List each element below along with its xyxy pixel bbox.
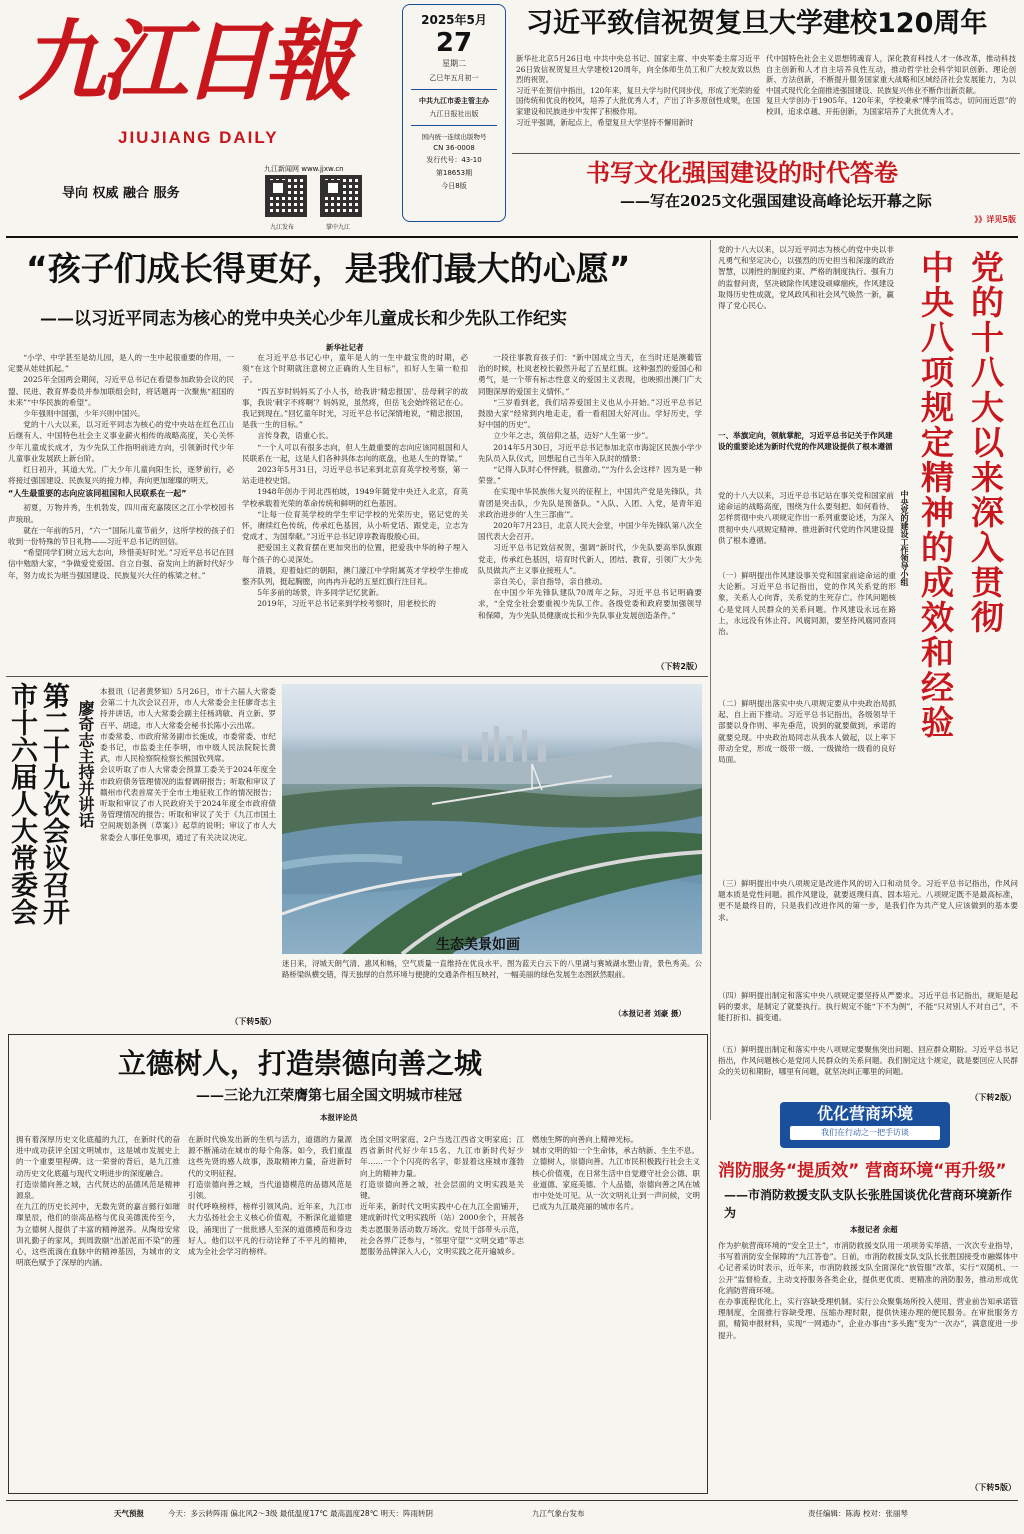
main-headline[interactable]: “孩子们成长得更好，是我们最大的心愿” xyxy=(26,249,631,288)
paragraph: 初夏，万物并秀，生机勃发，四川南充嘉陵区之江小学校园书声琅琅。 xyxy=(8,503,234,524)
paragraph: “希望同学们树立远大志向，珍惜美好时光。”习近平总书记在回信中勉励大家，“争做爱党爱国、自立自强、奋发向上的新时代好少年，努力成长为堪当强国建设、民族复兴大任的栋梁之材。” xyxy=(8,548,234,580)
paragraph: 2023年5月31日，习近平总书记来到北京育英学校考察，第一站走进校史馆。 xyxy=(242,465,468,486)
main-col1-subhead: “人生最重要的志向应该同祖国和人民联系在一起” xyxy=(8,489,187,499)
biz-banner-sub: 我们在行动之一把手访谈 xyxy=(790,1126,940,1140)
paragraph: 亲自关心，亲自指导，亲自推动。 xyxy=(493,577,608,587)
publisher: 九江日报社出版 xyxy=(429,110,479,118)
biz-banner-title: 优化营商环境 xyxy=(816,1104,913,1123)
feature-list-1: （一）鲜明提出作风建设事关党和国家前途命运的重大论断。习近平总书记指出，党的作风关系党的形象，关系人心向背，关系党的生死存亡。作风问题核心是党同人民群众的关系问题。作风建设永远在路上，永远没有休止符。风腐同源，要坚持风腐同查同治。 xyxy=(718,571,896,637)
paragraph: 2025年全国两会期间，习近平总书记在看望参加政协会议的民盟、民进、教育界委员并参加联组会时，将话题再一次聚焦“祖国的未来”“中华民族的希望”。 xyxy=(8,375,234,407)
paragraph: 红日初升，其道大光。广大少年儿童向阳生长，逐梦前行，必将接过强国建设、民族复兴的接力棒，奔向更加璀璨的明天。 xyxy=(8,465,234,486)
paragraph: 2020年7月23日，北京人民大会堂，中国少年先锋队第八次全国代表大会召开。 xyxy=(478,521,702,542)
date-day: 27 xyxy=(435,28,473,58)
photo-caption: 迷日来，浔城天朗气清、惠风和畅，空气质量一直维持在优良水平。图为蓝天白云下的八里湖与赛城湖水塑山青，景色秀美。公路桥梁纵横交错，得天独厚的自然环境与便捷的交通条件相互映衬，一幅美丽的绿色发展生态图跃然眼前。 xyxy=(282,959,702,979)
paragraph: 少年强则中国强，少年兴则中国兴。 xyxy=(23,409,145,419)
main-col1 xyxy=(8,352,234,672)
npc-title-1[interactable]: 市十六届人大常委会 xyxy=(6,682,37,925)
cn-label: 国内统一连续出版物号 xyxy=(421,133,487,141)
photo-title: 生态美景如画 xyxy=(436,937,520,953)
npc-body: 本报讯（记者黄梦知）5月26日，市十六届人大常委会第二十九次会议召开，市人大常委会主任廖奇志主持并讲话，市人大常委会副主任杨鸿敏、肖立新、罗百平、胡逵，市人大常委会秘书长陈小云出席。 市委常委、市政府常务副市长施成，市委常委、市纪委书记，市监委主任李明，市中级人民法院院长黄武，市人民检察院检察长熊国钦列席。 会议听取了市人大常委会预算工委关于2024年度全市政府债务管理情况的监督调研报告；听取和审议了赣州市代表首席关于全市土地征收工作的情况报告；听取和审议了市人民政府关于2024年度全市政府债务管理情况的报告；听取和审议了关于《九江市国土空间规划条例（草案）》起草的说明；审议了市人大常委会人事任免事项，通过了有关决议决定。 xyxy=(100,687,276,842)
editorial-col3: 选全国文明家庭、2户当选江西省文明家庭；江西省新时代好少年15名、九江市新时代好少年……一个个闪亮的名字，彰显着这座城市蓬勃向上的精神力量。 打造崇德向善之城，社会层面的文明实践是关键。 近年来，新时代文明实践中心在九江全面铺开，建成新时代文明实践所（站）2000余个，开展各类志愿服务活动数万场次。党员干部带头示范，社会各界广泛参与，“邻里守望”“文明交通”等志愿服务品牌深入人心，文明实践之花开遍城乡。 xyxy=(360,1135,524,1257)
paragraph: 在中国少年先锋队建队70周年之际，习近平总书记明确要求，“全党全社会要重视少先队工作。各级党委和政府要加强领导和保障，为少先队员健康成长和少先队事业发展创造条件。” xyxy=(478,588,702,620)
editorial-subtitle: ——三论九江荣膺第七届全国文明城市桂冠 xyxy=(196,1088,462,1104)
website-label[interactable]: 九江新闻网 www.jjxw.cn xyxy=(264,165,344,173)
banner-title[interactable]: 书写文化强国建设的时代答卷 xyxy=(586,159,898,187)
masthead-pinyin: JIUJIANG DAILY xyxy=(118,128,279,147)
qr-code-icon[interactable] xyxy=(265,175,307,217)
editorial-byline: 本报评论员 xyxy=(320,1113,358,1122)
npc-title-2[interactable]: 第二十九次会议召开 xyxy=(38,682,69,925)
paragraph: 一段往事教育孩子们：“新中国成立当天，在当时还是澳葡管治的时候，杜岚老校长毅然升起了五星红旗。这种强烈的爱国心和勇气，是一个带有标志性意义的爱国主义表现，也映照出澳门广大同胞深厚的爱国主义情怀。” xyxy=(478,353,702,396)
feature-byline: 中央党的建设工作领导小组 xyxy=(900,490,909,586)
editors: 责任编辑：陈海 校对：张丽琴 xyxy=(808,1509,908,1518)
paragraph: 习近平总书记致信祝贺，强调“新时代，少先队要高举队旗跟党走，传承红色基因，培育时代新人，团结、教育，引领广大少先队员做共产主义事业接班人”。 xyxy=(478,543,702,575)
paragraph: 言传身教，语重心长。 xyxy=(257,431,334,441)
ecology-photo[interactable] xyxy=(282,684,702,954)
sponsor: 中共九江市委主管主办 xyxy=(419,97,489,105)
biz-body: 作为护航营商环境的“安全卫士”，市消防救援支队用一项项务实举措、一次次专业指导，书写着消防安全保障的“九江答卷”。日前，市消防救援支队支队长张胜国接受市融媒体中心记者采访时表示，近年来，市消防救援支队全面深化“放管服”改革，实行“双随机、一公开”监督检查，主动支持服务各类企业，提供更优质、更精准的消防服务，推动形成优化消防营商环境。 在办事流程优化上，实行容缺受理机制。实行公众聚集场所投入使用、营业前告知承诺管理制度，全面推行容缺受理、压缩办理时限，提供快速办理的便民服务。在审批服务方面，精简申报材料，实现“一网通办”，企业办事由“多头跑”变为“一次办”，满意度进一步提升。 xyxy=(718,1241,1018,1340)
paragraph: “让每一位育英学校的学生牢记学校的光荣历史，铭记党的关怀，赓续红色传统，传承红色基因，从小听党话、跟党走，立志为党成才、为国奉献。”习近平总书记谆谆教诲殷殷心田。 xyxy=(242,509,468,542)
paragraph: 1948年创办于河北西柏坡，1949年随党中央迁入北京，育英学校承载着光荣的革命传统和鲜明的红色基因。 xyxy=(242,487,468,508)
paragraph: “四五岁时妈妈买了小人书，给我讲‘精忠报国’、岳母刺字的故事，我说‘刺字不疼啊’？妈妈说，虽然疼，但岳飞会始终铭记在心。我记到现在。”回忆童年时光，习近平总书记深情地说，“精忠报国，是我一生的目标。” xyxy=(242,386,468,430)
banner-more-link[interactable]: 》》详见5版 xyxy=(974,215,1016,224)
feature-subhead-1: 一、举旗定向，领航掌舵，习近平总书记关于作风建设的重要论述为新时代党的作风建设提供了根本遵循 xyxy=(718,431,893,451)
date-year-month: 2025年5月 xyxy=(421,13,487,27)
biz-subtitle: ——市消防救援支队支队长张胜国谈优化营商环境新作为 xyxy=(724,1188,1013,1220)
paragraph: 立少年之志，筑信仰之基，迈好“人生第一步”。 xyxy=(493,431,653,441)
paragraph: “一个人可以有很多志向，但人生最重要的志向应该同祖国和人民联系在一起，这是人们各种具体志向的底盘，也是人生的脊梁。” xyxy=(242,442,468,463)
weather-label: 天气预报 xyxy=(114,1509,144,1518)
paragraph: 2019年，习近平总书记来到学校考察时，用老校长的 xyxy=(257,599,436,609)
biz-headline[interactable]: 消防服务“提质效” 营商环境“再升级” xyxy=(718,1161,1007,1181)
paragraph: 在习近平总书记心中，童年是人的一生中最宝贵的时期，必须“在这个时期就注意树立正确的人生目标”，扣好人生第一粒扣子。 xyxy=(242,353,468,385)
date-block xyxy=(402,4,506,222)
masthead-motto: 导向 权威 融合 服务 xyxy=(62,186,180,201)
paragraph: 清晨，迎着灿烂的朝阳，澳门濠江中学附属英才学校学生排成整齐队列，挺起胸膛，向冉冉升起的五星红旗行注目礼。 xyxy=(242,565,468,587)
main-byline: 新华社记者 xyxy=(326,343,364,352)
paragraph: 把爱国主义教育摆在更加突出的位置，把爱我中华的种子埋入每个孩子的心灵深处。 xyxy=(242,543,468,564)
feature-intro: 党的十八大以来，以习近平同志为核心的党中央以非凡勇气和坚定决心，以强烈的历史担当和深邃的政治智慧，以刚性的制度约束、严格的制度执行、强有力的监督问责，坚决破除作风建设顽瘴痼疾，作风建设取得历史性成就，党风政风和社会风气焕然一新，赢得了党心民心。 xyxy=(718,245,894,311)
editorial-col1: 拥有着深厚历史文化底蕴的九江，在新时代的奋进中成功获评全国文明城市，这是城市发展史上的一个重要里程碑。这一荣誉的背后，是九江推动历史文化底蕴与现代文明进步的深度融合。 打造崇德向善之城，古代贤达的品德风范是精神源泉。 在九江的历史长河中，无数先贤的嘉言懿行如璀璨星辰，他们的崇高品格与优良美德流传至今，为立德树人提供了丰富的精神滋养。从陶母安常训礼勤子的家风，到周敦颐“出淤泥而不染”的莲心，这些流淌在血脉中的精神基因，为城市的文明底色赋予了深厚的内涵。 xyxy=(16,1135,180,1268)
qr1-label: 九江发布 xyxy=(270,224,295,231)
masthead xyxy=(0,0,400,231)
editorial-col4: 燃烛生辉的向善向上精神光标。 城市文明的如一个生命体，承古纳新、生生不息。 立德树人，崇德向善。九江市民积极践行社会主义核心价值观，在日常生活中自觉遵守社会公德、职业道德、家庭美德、个人品德，崇德向善之风在城市中处处可见。从一次文明礼让到一声问候，文明已成为九江最亮丽的城市名片。 xyxy=(532,1135,700,1212)
npc-subhead: 廖奇志主持并讲话 xyxy=(76,700,95,828)
lead-headline[interactable]: 习近平致信祝贺复旦大学建校120周年 xyxy=(526,8,988,39)
page-count: 今日8版 xyxy=(441,182,467,190)
qr-code-icon[interactable] xyxy=(320,175,362,217)
weather-source: 九江气象台发布 xyxy=(532,1509,585,1518)
feature-title-a[interactable]: 党的十八大以来深入贯彻 xyxy=(966,250,1005,635)
footer xyxy=(8,1506,1018,1526)
feature-para-1: 党的十八大以来，习近平总书记站在事关党和国家前途命运的战略高度，围绕为什么要刻把、如何看待、怎样贯彻中央八项规定作出一系列重要论述，为深入贯彻中央八项规定精神、推进新时代党的作风建设提供了根本遵循。 xyxy=(718,491,894,545)
paragraph: “记得入队时心怦怦跳，很激动。”“为什么会这样？因为是一种荣誉。” xyxy=(478,465,702,486)
post-code: 发行代号：43-10 xyxy=(426,156,482,164)
lead-col2: 代中国特色社会主义思想铸魂育人，深化教育科技人才一体改革，推动科技自主创新和人才自主培养良性互动，推动哲学社会科学知识创新、理论创新、方法创新，不断提升服务国家重大战略和区域经济社会发展能力，为以中国式现代化全面推进强国建设、民族复兴伟业不断作出新贡献。 复旦大学创办于1905年。120年来，学校秉承“博学而笃志，切问而近思”的校训，追求卓越、开拓创新，为国家培养了大批优秀人才。 xyxy=(766,54,1016,116)
biz-banner xyxy=(780,1102,950,1148)
feature-list-5: （五）鲜明提出制定和落实中央八项规定要聚焦突出问题、回应群众期盼。习近平总书记指出，作风问题核心是党同人民群众的关系问题。我们制定这个规定，就是要回应人民群众的关切和期盼，哪里有问题，就坚决纠正哪里的问题。 xyxy=(718,1045,1018,1077)
paragraph: 在实现中华民族伟大复兴的征程上，中国共产党是先锋队，共青团是突击队，少先队是预备队。“入队、入团、入党，是青年追求政治进步的‘人生三部曲’”。 xyxy=(478,487,702,519)
date-lunar: 乙巳年五月初一 xyxy=(429,74,479,82)
paragraph: 党的十八大以来，以习近平同志为核心的党中央站在红色江山后继有人、中国特色社会主义事业薪火相传的战略高度，关心关怀少年儿童成长成才，为少先队工作指明前进方向，引领新时代少年儿童事业发展跃上新台阶。 xyxy=(8,420,234,463)
paragraph: “三岁看到老，我们培养爱国主义也从小开始。”习近平总书记鼓励大家“经常到内地走走，看一看祖国大好河山。学好历史，学好中国的历史”。 xyxy=(478,397,702,430)
main-col3 xyxy=(478,352,702,662)
feature-title-b[interactable]: 中央八项规定精神的成效和经验 xyxy=(916,250,955,740)
banner-subtitle: ——写在2025文化强国建设高峰论坛开幕之际 xyxy=(620,192,932,210)
qr2-label: 掌中九江 xyxy=(326,224,351,231)
paragraph: 5年多前的场景，许多同学记忆犹新。 xyxy=(257,588,384,598)
feature-continue[interactable]: （下转2版） xyxy=(970,1093,1016,1102)
main-continue[interactable]: （下转2版） xyxy=(656,662,702,671)
paragraph: 就在一年前的5月，“六一”国际儿童节前夕，这所学校的孩子们收到一份特殊的节日礼物——习近平总书记的回信。 xyxy=(8,525,234,547)
cn-number: CN 36-0008 xyxy=(433,144,475,152)
issue-number: 第18653期 xyxy=(435,169,473,177)
weather-text: 今天：多云转阵雨 偏北风2～3级 最低温度17℃ 最高温度28℃ 明天：阵雨转阴 xyxy=(168,1509,434,1518)
landscape-illustration xyxy=(282,684,702,954)
editorial-title[interactable]: 立德树人，打造崇德向善之城 xyxy=(118,1047,483,1080)
biz-byline: 本报记者 余超 xyxy=(850,1225,898,1234)
feature-list-2: （二）鲜明提出落实中央八项规定要从中央政治局抓起、自上而下推动。习近平总书记指出，各级领导干部要以身作则、率先垂范，说到的就要做到，承诺的就要兑现。中央政治局同志从我本人做起，以上率下带动全党，形成一级带一级、一级做给一级看的良好局面。 xyxy=(718,699,896,765)
paragraph: “小学、中学甚至是幼儿园，是人的一生中起很重要的作用，一定要从娃娃抓起。” xyxy=(8,353,234,374)
biz-continue[interactable]: （下转5版） xyxy=(970,1483,1016,1492)
npc-continue[interactable]: （下转5版） xyxy=(230,1017,276,1026)
editorial-col2: 在新时代焕发出新的生机与活力，道德的力量源源不断涌动在城市的每个角落。如今，我们重温这些先贤的感人故事，汲取精神力量，奋进新时代的文明征程。 打造崇德向善之城，当代道德模范的品德风范是引领。 时代呼唤榜样，榜样引领风尚。近年来，九江市大力弘扬社会主义核心价值观，不断深化道德建设，涌现出了一批批感人至深的道德模范和身边好人。他们以平凡的行动诠释了不平凡的精神，成为全社会学习的榜样。 xyxy=(188,1135,352,1257)
main-col2 xyxy=(242,352,468,672)
feature-list-4: （四）鲜明提出制定和落实中央八项规定要坚持从严要求。习近平总书记指出，规矩是起码的要求，是制定了就要执行。执行规定不能“下不为例”，不能“只对别人不对自己”，不能打折扣、搞变通。 xyxy=(718,991,1018,1023)
paragraph: 2014年5月30日，习近平总书记参加北京市海淀区民族小学少先队员入队仪式，回想起自己当年入队时的情景： xyxy=(478,442,702,463)
masthead-title: 九江日報 xyxy=(18,9,347,113)
date-weekday: 星期二 xyxy=(442,59,466,68)
photo-credit: （本报记者 刘豪 摄） xyxy=(614,1009,686,1018)
feature-list-3: （三）鲜明提出中央八项规定是改进作风的切入口和动员令。习近平总书记指出，作风问题本质是党性问题。抓作风建设，就要返璞归真、固本培元。八项规定既不是最高标准，更不是最终目的，只是我们改进作风的第一步，是我们作为共产党人应该做到的基本要求。 xyxy=(718,879,1018,922)
main-subtitle: ——以习近平同志为核心的党中央关心少年儿童成长和少先队工作纪实 xyxy=(40,309,567,329)
lead-col1: 新华社北京5月26日电 中共中央总书记、国家主席、中央军委主席习近平26日致信祝贺复旦大学建校120周年，向全体师生员工和广大校友致以热烈的祝贺。 习近平在贺信中指出，120年来，复旦大学与时代同步伐，形成了光荣的爱国传统和优良的校风，培养了大批优秀人才，产出了许多原创性成果，在国家建设和民族进步中发挥了积极作用。 习近平强调，新起点上，希望复旦大学坚持不懈用新时 xyxy=(516,54,760,127)
